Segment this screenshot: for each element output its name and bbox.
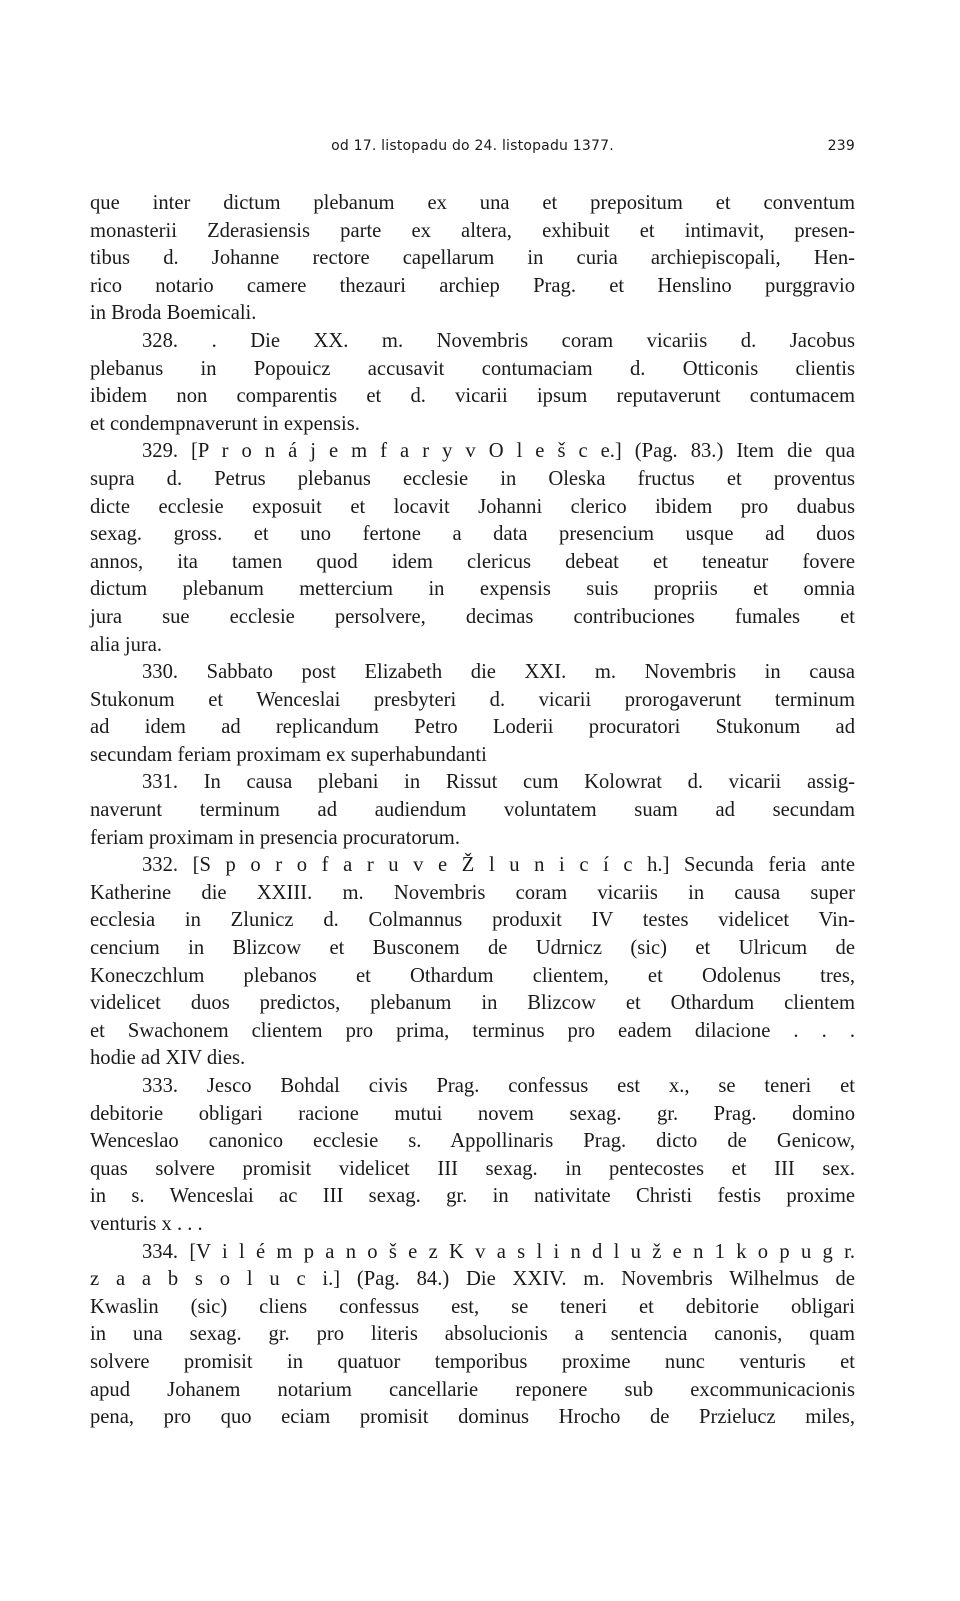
text-line: ad idem ad replicandum Petro Loderii procuratori Stukonum ad bbox=[90, 716, 855, 739]
page-number: 239 bbox=[827, 138, 855, 154]
text-line: sexag. gross. et uno fertone a data presencium usque ad duos bbox=[90, 523, 855, 546]
running-head bbox=[90, 138, 855, 162]
text-line: cencium in Blizcow et Busconem de Udrnicz (sic) et Ulricum de bbox=[90, 937, 855, 960]
text-line: dicte ecclesie exposuit et locavit Johanni clerico ibidem pro duabus bbox=[90, 495, 855, 518]
text-line: pena, pro quo eciam promisit dominus Hrocho de Przielucz miles, bbox=[90, 1406, 855, 1429]
text-line: 329. [P r o n á j e m f a r y v O l e š c e.] (Pag. 83.) Item die qua bbox=[142, 440, 855, 463]
page-body-text bbox=[90, 190, 855, 1432]
text-line: dictum plebanum mettercium in expensis suis propriis et omnia bbox=[90, 578, 855, 601]
text-line: monasterii Zderasiensis parte ex altera, exhibuit et intimavit, presen- bbox=[90, 219, 855, 242]
text-line: Wenceslao canonico ecclesie s. Appollinaris Prag. dicto de Genicow, bbox=[90, 1130, 855, 1153]
text-line: Stukonum et Wenceslai presbyteri d. vicarii prorogaverunt terminum bbox=[90, 688, 855, 711]
text-line: Kwaslin (sic) cliens confessus est, se teneri et debitorie obligari bbox=[90, 1295, 855, 1318]
text-line: et Swachonem clientem pro prima, terminus pro eadem dilacione . . . bbox=[90, 1019, 855, 1042]
text-line: 328. . Die XX. m. Novembris coram vicariis d. Jacobus bbox=[142, 329, 855, 352]
text-line: supra d. Petrus plebanus ecclesie in Oleska fructus et proventus bbox=[90, 467, 855, 490]
text-line: in s. Wenceslai ac III sexag. gr. in nativitate Christi festis proxime bbox=[90, 1185, 855, 1208]
text-line: Katherine die XXIII. m. Novembris coram vicariis in causa super bbox=[90, 881, 855, 904]
text-line: rico notario camere thezauri archiep Prag. et Henslino purggravio bbox=[90, 274, 855, 297]
text-line: 334. [V i l é m p a n o š e z K v a s l i n d l u ž e n 1 k o p u g r. bbox=[142, 1240, 855, 1263]
text-line: secundam feriam proximam ex superhabundanti bbox=[90, 743, 487, 766]
running-head-title: od 17. listopadu do 24. listopadu 1377. bbox=[331, 138, 614, 154]
text-line: apud Johanem notarium cancellarie reponere sub excommunicacionis bbox=[90, 1378, 855, 1401]
text-line: annos, ita tamen quod idem clericus debeat et teneatur fovere bbox=[90, 550, 855, 573]
text-line: jura sue ecclesie persolvere, decimas contribuciones fumales et bbox=[90, 605, 855, 628]
text-line: solvere promisit in quatuor temporibus proxime nunc venturis et bbox=[90, 1350, 855, 1373]
text-line: hodie ad XIV dies. bbox=[90, 1047, 246, 1070]
text-line: que inter dictum plebanum ex una et prepositum et conventum bbox=[90, 192, 855, 214]
text-line: Koneczchlum plebanos et Othardum clientem, et Odolenus tres, bbox=[90, 964, 855, 987]
text-line: 333. Jesco Bohdal civis Prag. confessus est x., se teneri et bbox=[142, 1075, 855, 1097]
text-line: 332. [S p o r o f a r u v e Ž l u n i c í c h.] Secunda feria ante bbox=[142, 854, 855, 877]
text-line: feriam proximam in presencia procuratorum. bbox=[90, 826, 460, 849]
book-page bbox=[90, 138, 855, 1432]
text-line: ibidem non comparentis et d. vicarii ipsum reputaverunt contumacem bbox=[90, 385, 855, 408]
text-line: alia jura. bbox=[90, 633, 163, 656]
text-line: plebanus in Popouicz accusavit contumaciam d. Otticonis clientis bbox=[90, 357, 855, 380]
text-line: z a a b s o l u c i.] (Pag. 84.) Die XXIV. m. Novembris Wilhelmus de bbox=[90, 1268, 855, 1291]
text-line: 331. In causa plebani in Rissut cum Kolowrat d. vicarii assig- bbox=[142, 771, 855, 794]
text-line: debitorie obligari racione mutui novem sexag. gr. Prag. domino bbox=[90, 1102, 855, 1125]
text-line: tibus d. Johanne rectore capellarum in curia archiepiscopali, Hen- bbox=[90, 247, 855, 270]
text-line: venturis x . . . bbox=[90, 1212, 203, 1235]
text-line: et condempnaverunt in expensis. bbox=[90, 412, 360, 435]
text-line: in una sexag. gr. pro literis absolucionis a sentencia canonis, quam bbox=[90, 1323, 855, 1346]
text-line: naverunt terminum ad audiendum voluntatem suam ad secundam bbox=[90, 799, 855, 822]
text-line: quas solvere promisit videlicet III sexag. in pentecostes et III sex. bbox=[90, 1157, 855, 1180]
text-line: videlicet duos predictos, plebanum in Blizcow et Othardum clientem bbox=[90, 992, 855, 1015]
text-line: 330. Sabbato post Elizabeth die XXI. m. Novembris in causa bbox=[142, 661, 855, 684]
text-line: ecclesia in Zlunicz d. Colmannus produxit IV testes videlicet Vin- bbox=[90, 909, 855, 932]
text-line: in Broda Boemicali. bbox=[90, 302, 257, 325]
